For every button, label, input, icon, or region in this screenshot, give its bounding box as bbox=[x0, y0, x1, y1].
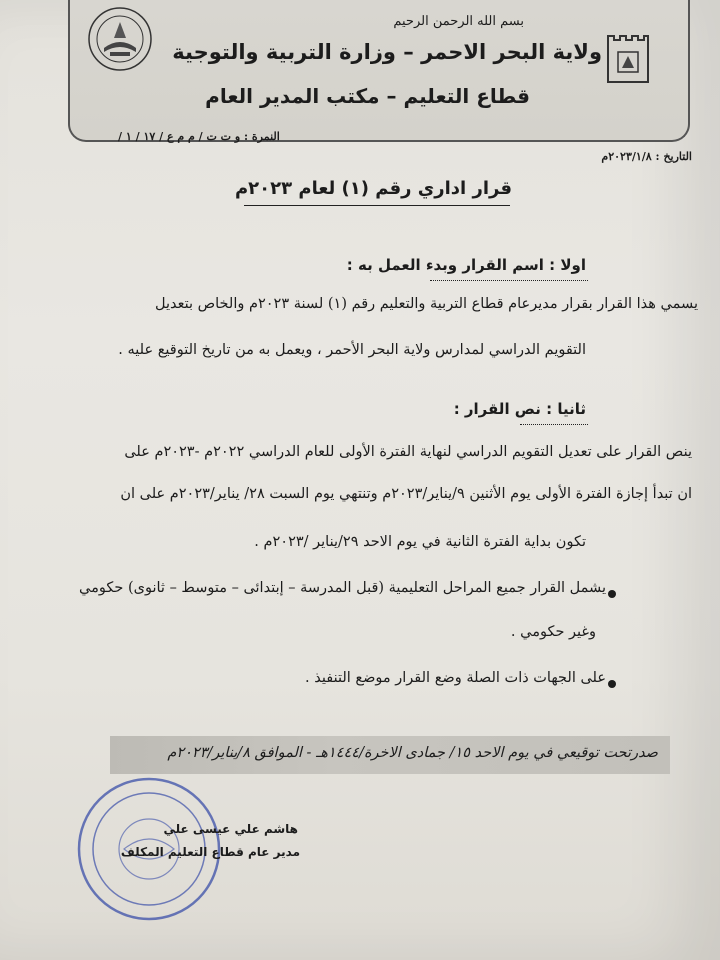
signature-band-text: صدرتحت توقيعي في يوم الاحد ١٥/ جمادى الاخرة/١٤٤٤هـ - الموافق ٨/يناير/٢٠٢٣م bbox=[167, 745, 658, 761]
section2-line3: تكون بداية الفترة الثانية في يوم الاحد ٢٩/يناير /٢٠٢٣م . bbox=[254, 534, 586, 550]
decision-title: قرار اداري رقم (١) لعام ٢٠٢٣م bbox=[234, 178, 512, 199]
section1-underline bbox=[430, 280, 588, 281]
section2-line2: ان تبدأ إجازة الفترة الأولى يوم الأثنين ٩/يناير/٢٠٢٣م وتنتهي يوم السبت ٢٨/ يناير/٢٠٢٣م على ان bbox=[120, 486, 692, 502]
basmala-text: بسم الله الرحمن الرحيم bbox=[393, 14, 524, 29]
reference-number: النمرة : و ت ت / م م ع / ١٧ / ١ / bbox=[118, 130, 280, 143]
bullet-icon bbox=[608, 680, 616, 688]
sector-title: قطاع التعليم – مكتب المدير العام bbox=[205, 84, 530, 108]
state-emblem-icon bbox=[604, 30, 652, 88]
letterhead-frame bbox=[68, 0, 690, 142]
section1-heading: اولا : اسم القرار وبدء العمل به : bbox=[346, 256, 586, 274]
section1-line1: يسمي هذا القرار بقرار مديرعام قطاع التربية والتعليم رقم (١) لسنة ٢٠٢٣م والخاص بتعديل bbox=[154, 296, 698, 312]
bullet-icon bbox=[608, 590, 616, 598]
signatory-title: مدير عام قطاع التعليم المكلف bbox=[120, 845, 300, 859]
document-date: التاريخ : ٢٠٢٣/١/٨م bbox=[601, 150, 692, 163]
bullet1-line2: وغير حكومي . bbox=[510, 624, 596, 640]
section2-line1: ينص القرار على تعديل التقويم الدراسي لنهاية الفترة الأولى للعام الدراسي ٢٠٢٢م -٢٠٢٣م على bbox=[124, 444, 692, 460]
bullet2-text: على الجهات ذات الصلة وضع القرار موضع التنفيذ . bbox=[305, 670, 606, 686]
title-underline bbox=[244, 205, 510, 206]
ministry-logo-icon bbox=[84, 6, 156, 72]
section2-underline bbox=[520, 424, 588, 425]
bullet1-line1: يشمل القرار جميع المراحل التعليمية (قبل المدرسة – إبتدائى – متوسط – ثانوى) حكومي bbox=[79, 580, 606, 596]
section1-line2: التقويم الدراسي لمدارس ولاية البحر الأحمر ، ويعمل به من تاريخ التوقيع عليه . bbox=[118, 342, 586, 358]
ministry-title: ولاية البحر الاحمر – وزارة التربية والتوجية bbox=[172, 40, 602, 64]
signatory-name: هاشم علي عيسى علي bbox=[163, 822, 298, 836]
section2-heading: ثانيا : نص القرار : bbox=[453, 400, 586, 418]
